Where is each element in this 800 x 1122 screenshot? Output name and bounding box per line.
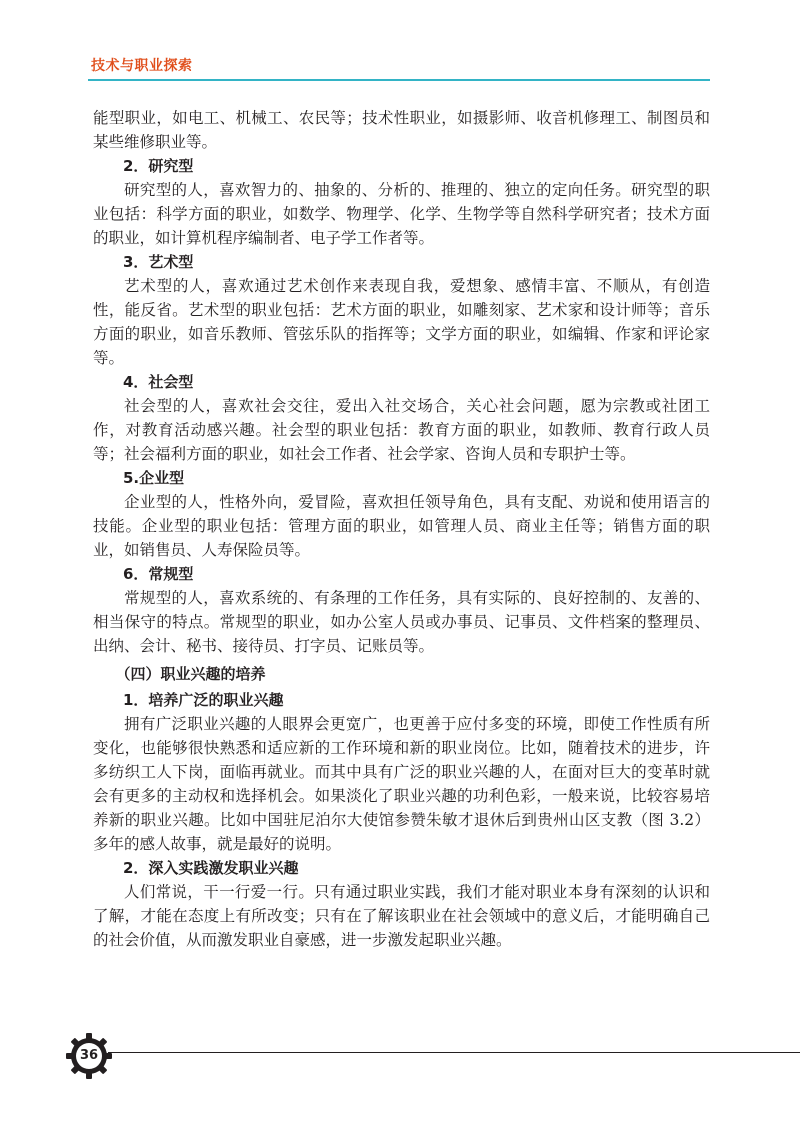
section-heading: （四）职业兴趣的培养: [115, 665, 266, 683]
type-body-conventional: 常规型的人，喜欢系统的、有条理的工作任务，具有实际的、良好控制的、友善的、相当保守的特点。常规型的职业，如办公室人员或办事员、记事员、文件档案的整理员、出纳、会计、秘书、接待员、打字员、记账员等。: [93, 589, 710, 655]
running-header-title: 技术与职业探索: [91, 58, 193, 74]
footer-divider: [108, 1052, 800, 1053]
type-heading-conventional: 6．常规型: [123, 565, 194, 583]
subsection-body-broad-interest: 拥有广泛职业兴趣的人眼界会更宽广，也更善于应付多变的环境，即使工作性质有所变化，也能够很快熟悉和适应新的工作环境和新的职业岗位。比如，随着技术的进步，许多纺织工人下岗，面临再就业。而其中具有广泛的职业兴趣的人，在面对巨大的变革时就会有更多的主动权和选择机会。如果淡化了职业兴趣的功利色彩，一般来说，比较容易培养新的职业兴趣。比如中国驻尼泊尔大使馆参赞朱敏才退休后到贵州山区支教（图 3.2）多年的感人故事，就是最好的说明。: [93, 715, 710, 853]
type-heading-artistic: 3．艺术型: [123, 253, 194, 271]
header-divider: [88, 79, 710, 81]
page-number: 36: [79, 1048, 99, 1063]
type-body-investigative: 研究型的人，喜欢智力的、抽象的、分析的、推理的、独立的定向任务。研究型的职业包括：科学方面的职业，如数学、物理学、化学、生物学等自然科学研究者；技术方面的职业，如计算机程序编制者、电子学工作者等。: [93, 181, 710, 247]
type-body-artistic: 艺术型的人，喜欢通过艺术创作来表现自我，爱想象、感情丰富、不顺从，有创造性，能反省。艺术型的职业包括：艺术方面的职业，如雕刻家、艺术家和设计师等；音乐方面的职业，如音乐教师、管弦乐队的指挥等；文学方面的职业，如编辑、作家和评论家等。: [93, 277, 710, 367]
type-body-social: 社会型的人，喜欢社会交往，爱出入社交场合，关心社会问题，愿为宗教或社团工作，对教育活动感兴趣。社会型的职业包括：教育方面的职业，如教师、教育行政人员等；社会福利方面的职业，如社会工作者、社会学家、咨询人员和专职护士等。: [93, 397, 710, 463]
type-heading-enterprising: 5.企业型: [123, 469, 185, 487]
intro-paragraph: 能型职业，如电工、机械工、农民等；技术性职业，如摄影师、收音机修理工、制图员和某些维修职业等。: [93, 109, 710, 151]
type-heading-investigative: 2．研究型: [123, 157, 194, 175]
type-body-enterprising: 企业型的人，性格外向，爱冒险，喜欢担任领导角色，具有支配、劝说和使用语言的技能。企业型的职业包括：管理方面的职业，如管理人员、商业主任等；销售方面的职业，如销售员、人寿保险员等。: [93, 493, 710, 559]
type-heading-social: 4．社会型: [123, 373, 194, 391]
subsection-body-practice: 人们常说，干一行爱一行。只有通过职业实践，我们才能对职业本身有深刻的认识和了解，才能在态度上有所改变；只有在了解该职业在社会领域中的意义后，才能明确自己的社会价值，从而激发职业自豪感，进一步激发起职业兴趣。: [93, 883, 710, 949]
page-body: [93, 106, 710, 952]
subsection-heading-broad-interest: 1．培养广泛的职业兴趣: [123, 691, 284, 709]
subsection-heading-practice: 2．深入实践激发职业兴趣: [123, 859, 299, 877]
